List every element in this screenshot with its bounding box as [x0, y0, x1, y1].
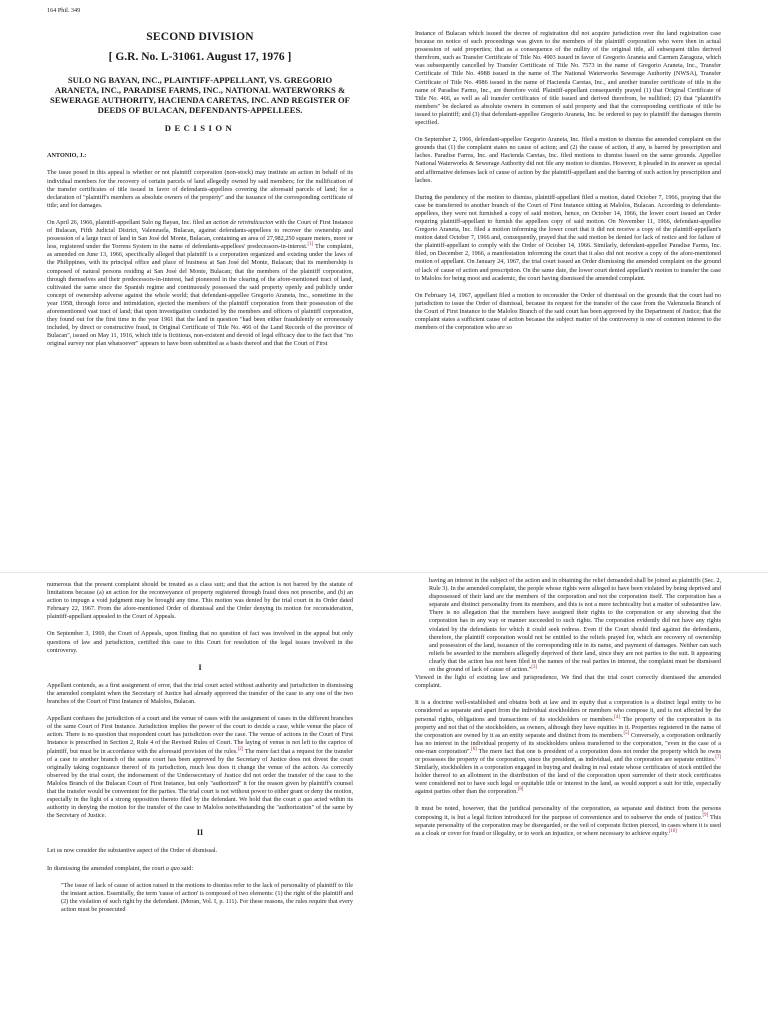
paragraph-pendency: During the pendency of the motion to dismiss, plaintiff-appellant filed a motion, dated October 7, 1966, praying that the case be transferred to another branch of the Court of First Instance sitting at Malolos, Bulacan. According to defendants-appellees, they were not furnished a copy of said motion, hence, on October 14, 1966, the lower court issued an Order requiring plaintiff-appellant to furnish the appellees copy of said motion. On November 11, 1966, defendant-appellee Gregorio Araneta, Inc. filed a motion informing the lower court that it did not receive a copy of the plaintiff-appellant's motion dated October 7, 1966 and, consequently, prayed that the said motion be denied for lack of notice and for failure of the plaintiff-appellant to comply with the Order of October 14, 1966. Similarly, defendant-appellee Paradise Farms, Inc. filed, on December 2, 1966, a manifestation informing the court that it also did not receive a copy of the afore-mentioned motion of appellant. On January 24, 1967, the trial court issued an Order dismissing the amended complaint on the ground of lack of cause of action and prescription. On the same date, the lower court denied appellant's motion to transfer the case to Malolos for being moot and academic, the court having dismissed the amended complaint. — [415, 193, 721, 282]
ponente: ANTONIO, J.: — [47, 152, 87, 160]
report-citation: 164 Phil. 349 — [47, 7, 81, 14]
paragraph-february-14: On February 14, 1967, appellant filed a motion to reconsider the Order of dismissal on the grounds that the court had no jurisdiction to issue the Order of dismissal, because its request for the transfer of the case from the Valenzuela Branch of the Court of First Instance to the Malolos Branch of the said court has been approved by the Department of Justice; that the complaint states a sufficient cause of action because the subject matter of the controversy is one of common interest to the members of the corporation who are so — [415, 291, 721, 332]
case-number: [ G.R. No. L-31061. August 17, 1976 ] — [108, 51, 292, 64]
footnote-link-7[interactable]: [7] — [715, 754, 721, 760]
paragraph-issue: The issue posed in this appeal is whether or not plaintiff corporation (non-stock) may institute an action in behalf of its individual members for the recovery of certain parcels of land allegedly owned by said members; for the nullification of the transfer certificates of title issued in favor of defendants-appellees covering the aforesaid parcels of land; for a declaration of "plaintiff's members as absolute owners of the property" and the issuance of the corresponding certificate of title; and for damages. — [47, 169, 353, 209]
paragraph-appellant-contends: Appellant contends, as a first assignment of error, that the trial court acted without authority and jurisdiction in dismissing the amended complaint when the Secretary of Justice had already approved the transfer of the case to any one of the two branches of the Court of First Instance of Malolos, Bulacan. — [47, 681, 353, 706]
page2-right-column — [415, 577, 721, 847]
footnote-link-1[interactable]: [1] — [307, 242, 314, 248]
paragraph-class-suit: numerous that the present complaint should be treated as a class suit; and that the action is not barred by the statute of limitations because (a) an action for the reconveyance of property registered through fraud does not prescribe, and (b) an action to impugn a void judgment may be brought any time. This motion was denied by the trial court in its Order dated February 22, 1967. From the afore-mentioned Order of dismissal and the Order denying its motion for reconsideration, plaintiff-appellant appealed to the Court of Appeals. — [47, 581, 353, 621]
paragraph-continued: Instance of Bulacan which issued the decree of registration did not acquire jurisdiction over the land registration case because no notice of such proceedings was given to the members of the plaintiff corporation who were then in actual possession of said properties; that as a consequence of the nullity of the original title, all subsequent titles derived therefrom, such as Transfer Certificate of Title No. 4903 issued in favor of Gregorio Araneta and Carmen Zaragoza, which was subsequently cancelled by Transfer Certificate of Title No. 7573 in the name of Gregorio Araneta, Inc., Transfer Certificate of Title No. 4988 issued in the name of The National Waterworks Sewerage Authority (NWSA), Transfer Certificate of Title No. 4986 issued in the name of Hacienda Caretas, Inc., and another transfer certificate of title in the name of Paradise Farms, Inc., are therefore void. Plaintiff-appellant consequently prayed (1) that Original Certificate of Title No. 466, as well as all transfer certificates of title issued and derived therefrom, be nullified; (2) that "plaintiff's members" be declared as absolute owners in common of said property and that the corresponding certificate of title be issued to plaintiff; and (3) that defendant-appellee Gregorio Araneta, Inc. be ordered to pay to plaintiff the damages therein specified. — [415, 30, 721, 127]
footnote-link-3[interactable]: [3] — [531, 664, 537, 670]
block-quote-start: "The issue of lack of cause of action raised in the motions to dismiss refer to the lack of personality of plaintiff to file the instant action. Essentially, the term 'cause of action' is composed of two elements: (1) the right of the plaintiff and (2) the violation of such right by the defendant. (Moran, Vol. I, p. 111). For these reasons, the rules require that every action must be prosecuted — [61, 881, 353, 913]
case-parties: SULO NG BAYAN, INC., PLAINTIFF-APPELLANT, VS. GREGORIO ARANETA, INC., PARADISE FARMS, INC., NATIONAL WATERWORKS & SEWERAGE AUTHORITY, HACIENDA CARETAS, INC. AND REGISTER OF DEEDS OF BULACAN, DEFENDANTS-APPELLEES. — [50, 75, 350, 116]
footnote-link-8[interactable]: [8] — [517, 787, 524, 793]
paragraph-legal-fiction: It must be noted, however, that the juridical personality of the corporation, as separate and distinct from the persons composing it, is but a legal fiction introduced for the purpose of convenience and to subserve the ends of justice.[9] This separate personality of the corporation may be disregarded, or the veil of corporate fiction pierced, in cases where it is used as a cloak or cover for fraud or illegality, or to work an injustice, or where necessary to achieve equity.[10] — [415, 805, 721, 837]
footnote-link-2[interactable]: [2] — [237, 746, 244, 752]
page1-right-column — [415, 30, 721, 341]
document-page-2 — [0, 572, 768, 1025]
paragraph-september-2: On September 2, 1966, defendant-appellee Gregorio Araneta, Inc. filed a motion to dismiss the amended complaint on the grounds that (1) the complaint states no cause of action; and (2) the cause of action, if any, is barred by prescription and laches. Paradise Farms, Inc. and Hacienda Caretas, Inc. filed motions to dismiss based on the same grounds. Appellee National Waterworks & Sewerage Authority did not file any motion to dismiss. However, it pleaded in its answer as special and affirmative defenses lack of cause of action by the plaintiff-appellant and the barring of such action by prescription and laches. — [415, 136, 721, 184]
section-heading-ii: II — [196, 828, 204, 838]
paragraph-viewed: Viewed in the light of existing law and jurisprudence, We find that the trial court correctly dismissed the amended complaint. — [415, 674, 721, 690]
page2-left-column — [47, 581, 353, 914]
page1-left-column — [47, 7, 353, 357]
footnote-link-4[interactable]: [4] — [614, 714, 620, 720]
paragraph-april-26: On April 26, 1966, plaintiff-appellant Sulo ng Bayan, Inc. filed an action de reivindicacion with the Court of First Instance of Bulacan, Fifth Judicial District, Valenzuela, Bulacan, against defendants-appellees to recover the ownership and possession of a large tract of land in San José del Monte, Bulacan, containing an area of 27,982,250 square meters, more or less, registered under the Torrens System in the name of defendants-appellees' predecessors-in-interest.[1] The complaint, as amended on June 13, 1966, specifically alleged that plaintiff is a corporation organized and existing under the laws of the Philippines, with its principal office and place of business at San José del Monte, Bulacan; that its membership is composed of natural persons residing at San José del Monte, Bulacan; that the members of the plaintiff corporation, through themselves and their predecessors-in-interest, had pioneered in the clearing of the afore-mentioned tract of land, cultivated the same since the Spanish regime and continuously possessed the said property openly and publicly under concept of ownership adverse against the whole world; that defendant-appellee Gregorio Araneta, Inc., sometime in the year 1958, through force and intimidation, ejected the members of the plaintiff corporation from their possession of the aforementioned vast tract of land; that upon investigation conducted by the members and officers of plaintiff corporation, they found out for the first time in the year 1961 that the land in question "had been either fraudulently or erroneously included, by direct or constructive fraud, in Original Certificate of Title No. 466 of the Land Records of the province of Bulacan", issued on May 11, 1916, which title is fictitious, non-existent and devoid of legal efficacy due to the fact that "no original survey nor plan whatsoever" appears to have been submitted as a basis thereof and that the Court of First — [47, 218, 354, 348]
paragraph-court-said: In dismissing the amended complaint, the court a quo said: — [47, 864, 194, 872]
division-heading: SECOND DIVISION — [146, 31, 254, 44]
footnote-link-10[interactable]: [10] — [668, 828, 677, 834]
decision-heading: DECISION — [164, 123, 236, 134]
paragraph-jurisdiction-venue: Appellant confuses the jurisdiction of a court and the venue of cases with the assignment of cases in the different branches of the same Court of First Instance. Jurisdiction implies the power of the court to decide a case, while venue the place of action. There is no question that respondent court has jurisdiction over the case. The venue of actions in the Court of First Instance is prescribed in Section 2, Rule 4 of the Revised Rules of Court. The laying of venue is not left to the caprice of plaintiff, but must be in accordance with the aforesaid provision of the rules.[2] The mere fact that a request for the transfer of a case to another branch of the same court has been approved by the Secretary of Justice does not divest the court originally taking cognizance thereof of its jurisdiction, much less does it change the venue of the action. As correctly observed by the trial court, the indorsement of the Undersecretary of Justice did not order the transfer of the case to the Malolos Branch of the Bulacan Court of First Instance, but only "authorized" it for the reason given by plaintiff's counsel that the transfer would be convenient for the parties. The trial court is not without power to either grant or deny the motion, especially in the light of a strong opposition thereto filed by the defendant. We hold that the court a quo acted within its authority in denying the motion for the transfer of the case to Malolos notwithstanding the "authorization" of the same by the Secretary of Justice. — [47, 715, 354, 820]
paragraph-substantive-aspect: Let us now consider the substantive aspect of the Order of dismissal. — [47, 847, 218, 855]
paragraph-september-3: On September 3, 1969, the Court of Appeals, upon finding that no question of fact was involved in the appeal but only questions of law and jurisdiction, certified this case to this Court for resolution of the legal issues involved in the controversy. — [47, 630, 353, 654]
footnote-link-5[interactable]: [5] — [623, 730, 630, 736]
section-heading-i: I — [198, 662, 202, 672]
footnote-link-6[interactable]: [6] — [471, 746, 477, 752]
block-quote-continued: having an interest in the subject of the action and in obtaining the relief demanded shall be joined as plaintiffs (Sec. 2, Rule 3). In the amended complaint, the people whose rights were alleged to have been violated by being deprived and dispossessed of their land are the members of the corporation and not the corporation itself. The corporation has a separate and distinct personality from its members, and this is not a mere technicality but a matter of substantive law. There is no allegation that the members have assigned their rights to the corporation or any showing that the corporation has in any way or manner succeeded to such rights. The corporation evidently did not have any rights violated by the defendants for which it could seek redress. Even if the Court should find against the defendants, therefore, the plaintiff corporation would not be entitled to the reliefs prayed for, which are recovery of ownership and possession of the land, issuance of the corresponding title in its name, and payment of damages. Neither can such reliefs be awarded to the members allegedly deprived of their land, since they are not parties to the suit. It appearing clearly that the action has not been filed in the names of the real parties in interest, the complaint must be dismissed on the ground of lack of cause of action."[3] — [429, 577, 721, 674]
footnote-link-9[interactable]: [9] — [702, 812, 709, 818]
paragraph-corporate-doctrine: It is a doctrine well-established and obtains both at law and in equity that a corporation is a distinct legal entity to be considered as separate and apart from the individual stockholders or members who compose it, and is not affected by the personal rights, obligations and transactions of its stockholders or members.[4] The property of the corporation is its property and not that of the stockholders, as owners, although they have equities in it. Properties registered in the name of the corporation are owned by it as an entity separate and distinct from its members.[5] Conversely, a corporation ordinarily has no interest in the individual property of its stockholders unless transferred to the corporation, "even in the case of a one-man corporation".[6] The mere fact that one is president of a corporation does not render the property which he owns or possesses the property of the corporation, since the president, as individual, and the corporation are separate entities.[7] Similarly, stockholders in a corporation engaged in buying and dealing in real estate whose certificates of stock entitled the holder thereof to an allotment in the distribution of the land of the corporation upon surrender of their stock certificates were considered not to have such legal or equitable title or interest in the land, as would support a suit for title, especially against parties other than the corporation.[8] — [415, 699, 722, 796]
